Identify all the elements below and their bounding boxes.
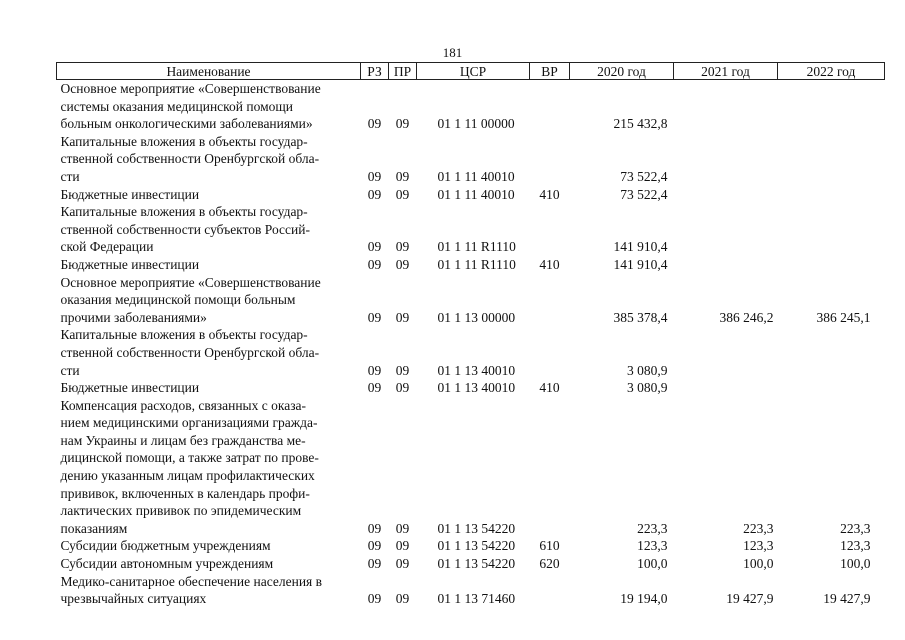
table-row — [57, 133, 885, 186]
table-row — [57, 379, 885, 397]
row-2020: 385 378,4 — [613, 309, 668, 325]
row-csr: 01 1 11 40010 — [437, 186, 515, 202]
row-2020: 73 522,4 — [620, 168, 668, 184]
row-2020: 123,3 — [637, 538, 668, 554]
row-2022 — [778, 133, 885, 186]
row-vr — [530, 133, 570, 186]
row-vr: 610 — [539, 538, 560, 554]
row-name-line: ской Федерации — [60, 239, 154, 255]
row-vr — [530, 573, 570, 608]
row-name — [57, 379, 361, 397]
row-rz: 09 — [367, 538, 382, 554]
header-2021: 2021 год — [674, 63, 778, 80]
row-2021: 223,3 — [743, 520, 774, 536]
row-name-line: Капитальные вложения в объекты государ- — [60, 204, 308, 220]
row-name — [57, 203, 361, 256]
header-rz: РЗ — [361, 63, 389, 80]
row-name — [57, 537, 361, 555]
table-row — [57, 326, 885, 379]
row-pr: 09 — [395, 591, 410, 607]
row-pr: 09 — [395, 309, 410, 325]
row-2022 — [778, 203, 885, 256]
row-2020: 3 080,9 — [627, 362, 668, 378]
row-pr: 09 — [395, 168, 410, 184]
row-2022: 19 427,9 — [823, 591, 871, 607]
row-name — [57, 80, 361, 133]
row-2021 — [674, 256, 778, 274]
row-2021: 123,3 — [743, 538, 774, 554]
row-2021: 100,0 — [743, 556, 774, 572]
row-name-line: Бюджетные инвестиции — [60, 256, 200, 272]
row-vr — [530, 203, 570, 256]
row-2022 — [778, 186, 885, 204]
table-row — [57, 80, 885, 133]
row-name — [57, 573, 361, 608]
row-csr: 01 1 13 54220 — [437, 520, 516, 536]
row-vr — [530, 326, 570, 379]
row-name-line: сти — [60, 362, 80, 378]
row-vr: 620 — [539, 556, 560, 572]
row-name-line: Медико-санитарное обеспечение населения в — [60, 573, 323, 589]
row-name-line: ственной собственности Оренбургской обла- — [60, 151, 320, 167]
row-2021: 386 246,2 — [719, 309, 774, 325]
row-name — [57, 274, 361, 327]
row-name-line: нием медицинскими организациями гражда- — [60, 415, 318, 431]
row-name-line: сти — [60, 168, 80, 184]
row-name-line: дицинской помощи, а также затрат по прове- — [60, 450, 319, 466]
row-rz: 09 — [367, 380, 382, 396]
row-name-line: ственной собственности Оренбургской обла- — [60, 344, 320, 360]
row-name-line: лактических прививок по эпидемическим — [60, 503, 302, 519]
row-2020: 3 080,9 — [627, 380, 668, 396]
row-pr: 09 — [395, 256, 410, 272]
row-name-line: прививок, включенных в календарь профи- — [60, 485, 310, 501]
row-name-line: дению указанным лицам профилактических — [60, 468, 315, 484]
row-name-line: Основное мероприятие «Совершенствование — [60, 81, 321, 96]
row-2022: 123,3 — [840, 538, 871, 554]
row-name-line: нам Украины и лицам без гражданства ме- — [60, 432, 306, 448]
row-rz: 09 — [367, 520, 382, 536]
row-rz: 09 — [367, 591, 382, 607]
row-name-line: показаниям — [60, 520, 128, 536]
table-row — [57, 555, 885, 573]
row-pr: 09 — [395, 380, 410, 396]
row-name — [57, 555, 361, 573]
row-name — [57, 326, 361, 379]
row-2022 — [778, 379, 885, 397]
row-vr: 410 — [539, 186, 560, 202]
row-2020: 141 910,4 — [613, 256, 668, 272]
page-number: 181 — [442, 45, 463, 60]
row-2020: 73 522,4 — [620, 186, 668, 202]
row-vr — [530, 397, 570, 538]
row-csr: 01 1 11 40010 — [437, 168, 515, 184]
row-name — [57, 256, 361, 274]
table-body — [57, 80, 885, 608]
row-pr: 09 — [395, 239, 410, 255]
row-name-line: Основное мероприятие «Совершенствование — [60, 274, 321, 290]
row-name-line: Компенсация расходов, связанных с оказа- — [60, 397, 307, 413]
row-csr: 01 1 13 40010 — [437, 380, 516, 396]
table-row — [57, 537, 885, 555]
row-name-line: ственной собственности субъектов Россий- — [60, 221, 310, 237]
row-2022 — [778, 326, 885, 379]
header-2022: 2022 год — [778, 63, 885, 80]
table-row — [57, 397, 885, 538]
row-csr: 01 1 13 54220 — [437, 538, 516, 554]
row-pr: 09 — [395, 520, 410, 536]
row-name-line: Капитальные вложения в объекты государ- — [60, 133, 308, 149]
table-header — [57, 63, 885, 80]
row-name-line: больным онкологическими заболеваниями» — [60, 116, 313, 132]
row-rz: 09 — [367, 256, 382, 272]
row-2022: 223,3 — [840, 520, 871, 536]
row-2021 — [674, 80, 778, 133]
row-csr: 01 1 11 R1110 — [437, 256, 516, 272]
table-row — [57, 256, 885, 274]
row-name — [57, 133, 361, 186]
row-vr — [530, 80, 570, 133]
row-csr: 01 1 13 54220 — [437, 556, 516, 572]
row-2020: 223,3 — [637, 520, 668, 536]
row-rz: 09 — [367, 362, 382, 378]
row-2020: 215 432,8 — [613, 116, 668, 132]
row-name-line: оказания медицинской помощи больным — [60, 292, 296, 308]
header-pr: ПР — [389, 63, 417, 80]
row-csr: 01 1 13 00000 — [437, 309, 516, 325]
row-2021 — [674, 379, 778, 397]
row-pr: 09 — [395, 556, 410, 572]
row-name-line: прочими заболеваниями» — [60, 309, 207, 325]
row-2022: 386 245,1 — [816, 309, 871, 325]
row-name-line: чрезвычайных ситуациях — [60, 591, 207, 607]
row-pr: 09 — [395, 538, 410, 554]
row-name-line: Субсидии бюджетным учреждениям — [60, 538, 271, 554]
table-row — [57, 274, 885, 327]
row-pr: 09 — [395, 362, 410, 378]
row-2022 — [778, 256, 885, 274]
row-rz: 09 — [367, 239, 382, 255]
row-2021 — [674, 186, 778, 204]
row-name-line: Бюджетные инвестиции — [60, 186, 200, 202]
row-pr: 09 — [395, 116, 410, 132]
row-csr: 01 1 13 40010 — [437, 362, 516, 378]
row-csr: 01 1 11 R1110 — [437, 239, 516, 255]
row-2020: 19 194,0 — [620, 591, 668, 607]
row-pr: 09 — [395, 186, 410, 202]
table-row — [57, 203, 885, 256]
row-csr: 01 1 11 00000 — [437, 116, 515, 132]
header-vr: ВР — [530, 63, 570, 80]
row-rz: 09 — [367, 116, 382, 132]
row-name — [57, 186, 361, 204]
row-2022 — [778, 80, 885, 133]
header-2020: 2020 год — [570, 63, 674, 80]
table-row — [57, 573, 885, 608]
row-vr — [530, 274, 570, 327]
row-rz: 09 — [367, 309, 382, 325]
table-row — [57, 186, 885, 204]
row-rz: 09 — [367, 556, 382, 572]
header-name: Наименование — [57, 63, 361, 80]
row-2021 — [674, 326, 778, 379]
row-name-line: Бюджетные инвестиции — [60, 380, 200, 396]
row-name-line: системы оказания медицинской помощи — [60, 98, 294, 114]
row-2021: 19 427,9 — [726, 591, 774, 607]
row-rz: 09 — [367, 168, 382, 184]
row-name — [57, 397, 361, 538]
row-vr: 410 — [539, 380, 560, 396]
row-2021 — [674, 203, 778, 256]
row-rz: 09 — [367, 186, 382, 202]
row-2022: 100,0 — [840, 556, 871, 572]
row-vr: 410 — [539, 256, 560, 272]
row-2021 — [674, 133, 778, 186]
row-csr: 01 1 13 71460 — [437, 591, 516, 607]
row-2020: 100,0 — [637, 556, 668, 572]
row-name-line: Субсидии автономным учреждениям — [60, 556, 274, 572]
budget-table — [56, 62, 885, 608]
row-2020: 141 910,4 — [613, 239, 668, 255]
row-name-line: Капитальные вложения в объекты государ- — [60, 327, 308, 343]
header-csr: ЦСР — [417, 63, 530, 80]
